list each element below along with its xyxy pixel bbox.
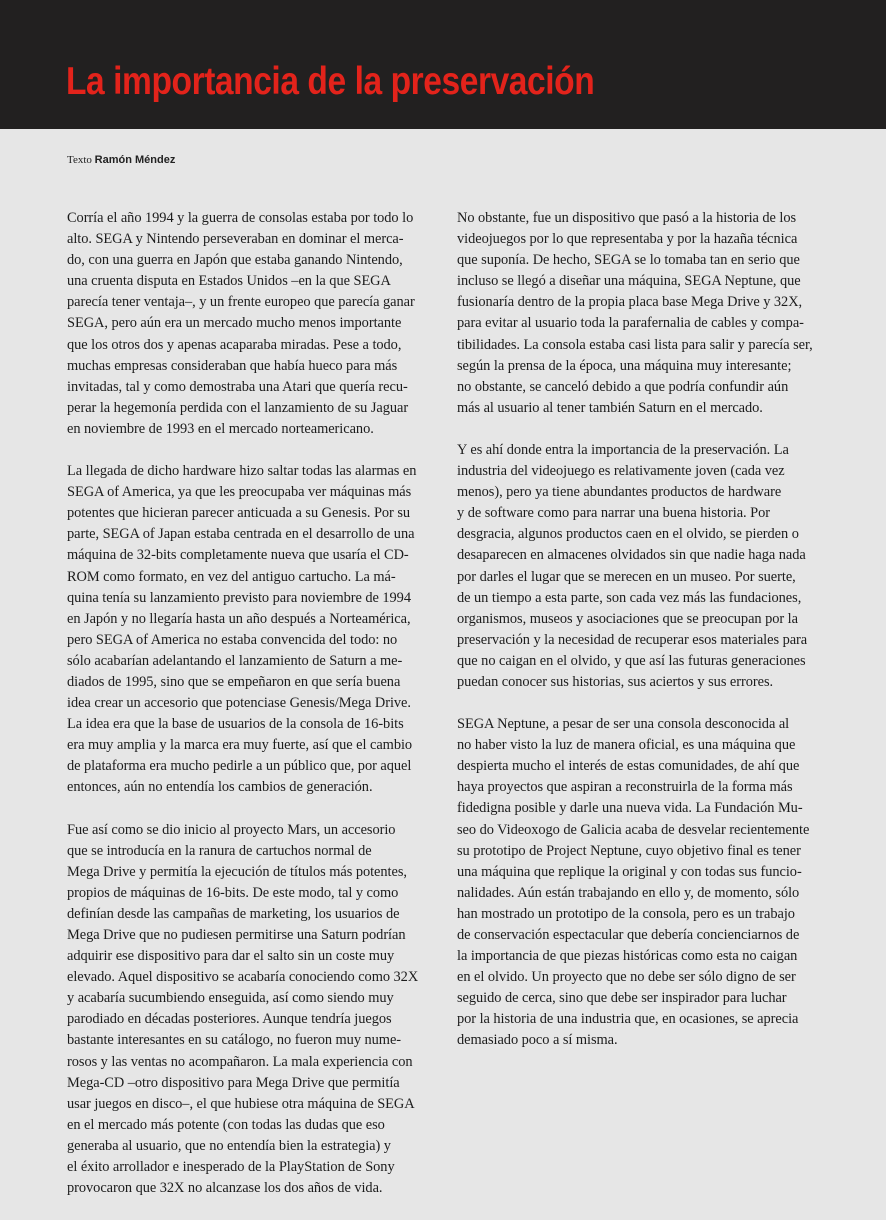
paragraph-line: en el mercado más potente (con todas las dudas que eso <box>67 1116 385 1133</box>
article-paragraph <box>457 714 827 1052</box>
page-title: La importancia de la preservación <box>66 60 595 103</box>
paragraph-line: desgracia, algunos productos caen en el olvido, se pierden o <box>457 526 799 543</box>
paragraph-line: nalidades. Aún están trabajando en ello y, de momento, sólo <box>457 884 800 901</box>
paragraph-line: invitadas, tal y como demostraba una Atari que quería recu- <box>67 378 408 395</box>
paragraph-line: La llegada de dicho hardware hizo saltar todas las alarmas en <box>67 463 417 480</box>
paragraph-line: demasiado poco a sí misma. <box>457 1032 618 1049</box>
paragraph-line: potentes que hicieran parecer anticuada a su Genesis. Por su <box>67 505 411 522</box>
paragraph-line: incluso se llegó a diseñar una máquina, SEGA Neptune, que <box>457 273 801 290</box>
paragraph-line: videojuegos por lo que representaba y por la hazaña técnica <box>457 231 798 248</box>
paragraph-line: Corría el año 1994 y la guerra de consolas estaba por todo lo <box>67 210 414 226</box>
paragraph-line: muchas empresas consideraban que había hueco para más <box>67 357 398 374</box>
paragraph-line: que se introducía en la ranura de cartuchos normal de <box>67 842 372 859</box>
paragraph-line: generaba al usuario, que no entendía bien la estrategia) y <box>67 1137 391 1154</box>
paragraph-line: parecía tener ventaja–, y un frente europeo que parecía ganar <box>67 294 415 311</box>
paragraph-line: tibilidades. La consola estaba casi lista para salir y parecía ser, <box>457 336 813 353</box>
paragraph-line: parodiado en décadas posteriores. Aunque tendría juegos <box>67 1011 392 1028</box>
paragraph-line: y de software como para narrar una buena historia. Por <box>457 505 770 522</box>
article-paragraph <box>67 208 439 440</box>
paragraph-line: perar la hegemonía perdida con el lanzamiento de su Jaguar <box>67 399 409 416</box>
paragraph-line: Mega Drive y permitía la ejecución de títulos más potentes, <box>67 863 407 880</box>
paragraph-line: Mega Drive que no pudiesen permitirse una Saturn podrían <box>67 927 406 943</box>
paragraph-line: preservación y la necesidad de recuperar esos materiales para <box>457 631 808 648</box>
paragraph-line: han mostrado un prototipo de la consola, pero es un trabajo <box>457 905 795 922</box>
paragraph-line: no obstante, se canceló debido a que podría confundir aún <box>457 378 789 395</box>
paragraph-line: la importancia de que piezas históricas como esta no caigan <box>457 948 798 965</box>
paragraph-line: organismos, museos y asociaciones que se preocupan por la <box>457 610 798 627</box>
paragraph-line: SEGA Neptune, a pesar de ser una consola desconocida al <box>457 716 790 733</box>
paragraph-line: que los otros dos y apenas acaparaba miradas. Pese a todo, <box>67 336 402 353</box>
paragraph-line: pero SEGA of America no estaba convencida del todo: no <box>67 631 398 648</box>
paragraph-line: provocaron que 32X no alcanzase los dos años de vida. <box>67 1180 383 1197</box>
paragraph-line: elevado. Aquel dispositivo se acabaría conociendo como 32X <box>67 969 419 986</box>
paragraph-line: de plataforma era mucho pedirle a un público que, por aquel <box>67 758 412 775</box>
paragraph-line: y acabaría sucumbiendo enseguida, así como siendo muy <box>67 990 394 1007</box>
article-paragraph <box>457 208 827 419</box>
paragraph-line: sólo acabarían adelantando el lanzamiento de Saturn a me- <box>67 652 403 669</box>
paragraph-line: que no caigan en el olvido, y que así las futuras generaciones <box>457 652 806 669</box>
paragraph-line: No obstante, fue un dispositivo que pasó a la historia de los <box>457 210 797 226</box>
paragraph-line: una cruenta disputa en Estados Unidos –en la que SEGA <box>67 273 391 290</box>
paragraph-line: La idea era que la base de usuarios de la consola de 16-bits <box>67 716 404 733</box>
paragraph-line: entonces, aún no entendía los cambios de generación. <box>67 779 373 796</box>
paragraph-line: alto. SEGA y Nintendo perseveraban en dominar el merca- <box>67 231 404 248</box>
paragraph-line: quina tenía su lanzamiento previsto para noviembre de 1994 <box>67 589 411 606</box>
paragraph-line: una máquina que replique la original y con todas sus funcio- <box>457 863 802 880</box>
paragraph-line: de un tiempo a esta parte, son cada vez más las fundaciones, <box>457 589 802 606</box>
paragraph-line: no haber visto la luz de manera oficial, es una máquina que <box>457 737 796 754</box>
paragraph-line: en Japón y no llegaría hasta un año después a Norteamérica, <box>67 610 411 627</box>
paragraph-line: industria del videojuego es relativamente joven (cada vez <box>457 463 785 480</box>
paragraph-line: más al usuario al tener también Saturn en el mercado. <box>457 399 763 416</box>
paragraph-line: en el olvido. Un proyecto que no debe ser sólo digno de ser <box>457 969 796 986</box>
paragraph-line: era muy amplia y la marca era muy fuerte, así que el cambio <box>67 737 413 754</box>
paragraph-line: puedan conocer sus historias, sus aciertos y sus errores. <box>457 673 774 690</box>
paragraph-line: desaparecen en almacenes olvidados sin que nadie haga nada <box>457 547 806 564</box>
byline <box>67 154 175 166</box>
paragraph-line: ROM como formato, en vez del antiguo cartucho. La má- <box>67 568 396 585</box>
article-paragraph <box>457 440 827 693</box>
article-paragraph <box>67 820 439 1200</box>
paragraph-line: haya proyectos que aspiran a reconstruirla de la forma más <box>457 779 793 796</box>
paragraph-line: su prototipo de Project Neptune, cuyo objetivo final es tener <box>457 842 801 859</box>
paragraph-line: SEGA, pero aún era un mercado mucho menos importante <box>67 315 402 332</box>
paragraph-line: máquina de 32-bits completamente nueva que usaría el CD- <box>67 547 409 564</box>
paragraph-line: Fue así como se dio inicio al proyecto Mars, un accesorio <box>67 821 396 838</box>
paragraph-line: SEGA of America, ya que les preocupaba ver máquinas más <box>67 484 412 501</box>
paragraph-line: que suponía. De hecho, SEGA se lo tomaba tan en serio que <box>457 252 800 269</box>
paragraph-line: rosos y las ventas no acompañaron. La mala experiencia con <box>67 1053 413 1070</box>
byline-author: Ramón Méndez <box>94 154 176 166</box>
article-paragraph <box>67 461 439 799</box>
right-column <box>457 208 827 1073</box>
left-column <box>67 208 439 1220</box>
byline-label: Texto <box>67 154 92 166</box>
paragraph-line: parte, SEGA of Japan estaba centrada en el desarrollo de una <box>67 526 415 543</box>
paragraph-line: despierta mucho el interés de estas comunidades, de ahí que <box>457 758 800 775</box>
paragraph-line: menos), pero ya tiene abundantes productos de hardware <box>457 484 782 501</box>
paragraph-line: el éxito arrollador e inesperado de la PlayStation de Sony <box>67 1159 395 1176</box>
paragraph-line: diados de 1995, sino que se empeñaron en que sería buena <box>67 673 401 690</box>
paragraph-line: en noviembre de 1993 en el mercado norteamericano. <box>67 420 374 437</box>
paragraph-line: para evitar al usuario toda la parafernalia de cables y compa- <box>457 315 804 332</box>
paragraph-line: usar juegos en disco–, el que hubiese otra máquina de SEGA <box>67 1095 415 1112</box>
paragraph-line: do, con una guerra en Japón que estaba ganando Nintendo, <box>67 252 403 269</box>
paragraph-line: fidedigna posible y darle una nueva vida. La Fundación Mu- <box>457 800 803 817</box>
paragraph-line: adquirir ese dispositivo para dar el salto sin un coste muy <box>67 948 395 965</box>
paragraph-line: seo do Videoxogo de Galicia acaba de desvelar recientemente <box>457 821 810 838</box>
paragraph-line: de conservación espectacular que debería concienciarnos de <box>457 927 800 943</box>
paragraph-line: fusionaría dentro de la propia placa base Mega Drive y 32X, <box>457 294 803 311</box>
paragraph-line: seguido de cerca, sino que debe ser inspirador para luchar <box>457 990 787 1007</box>
paragraph-line: idea crear un accesorio que potenciase Genesis/Mega Drive. <box>67 695 411 712</box>
paragraph-line: por darles el lugar que se merecen en un museo. Por suerte, <box>457 568 796 585</box>
paragraph-line: por la historia de una industria que, en ocasiones, se aprecia <box>457 1011 799 1028</box>
paragraph-line: definían desde las campañas de marketing, los usuarios de <box>67 905 400 922</box>
paragraph-line: propios de máquinas de 16-bits. De este modo, tal y como <box>67 884 399 901</box>
paragraph-line: bastante interesantes en su catálogo, no fueron muy nume- <box>67 1032 402 1049</box>
paragraph-line: Y es ahí donde entra la importancia de la preservación. La <box>457 441 789 458</box>
paragraph-line: según la prensa de la época, una máquina muy interesante; <box>457 357 792 374</box>
paragraph-line: Mega-CD –otro dispositivo para Mega Drive que permitía <box>67 1074 400 1091</box>
